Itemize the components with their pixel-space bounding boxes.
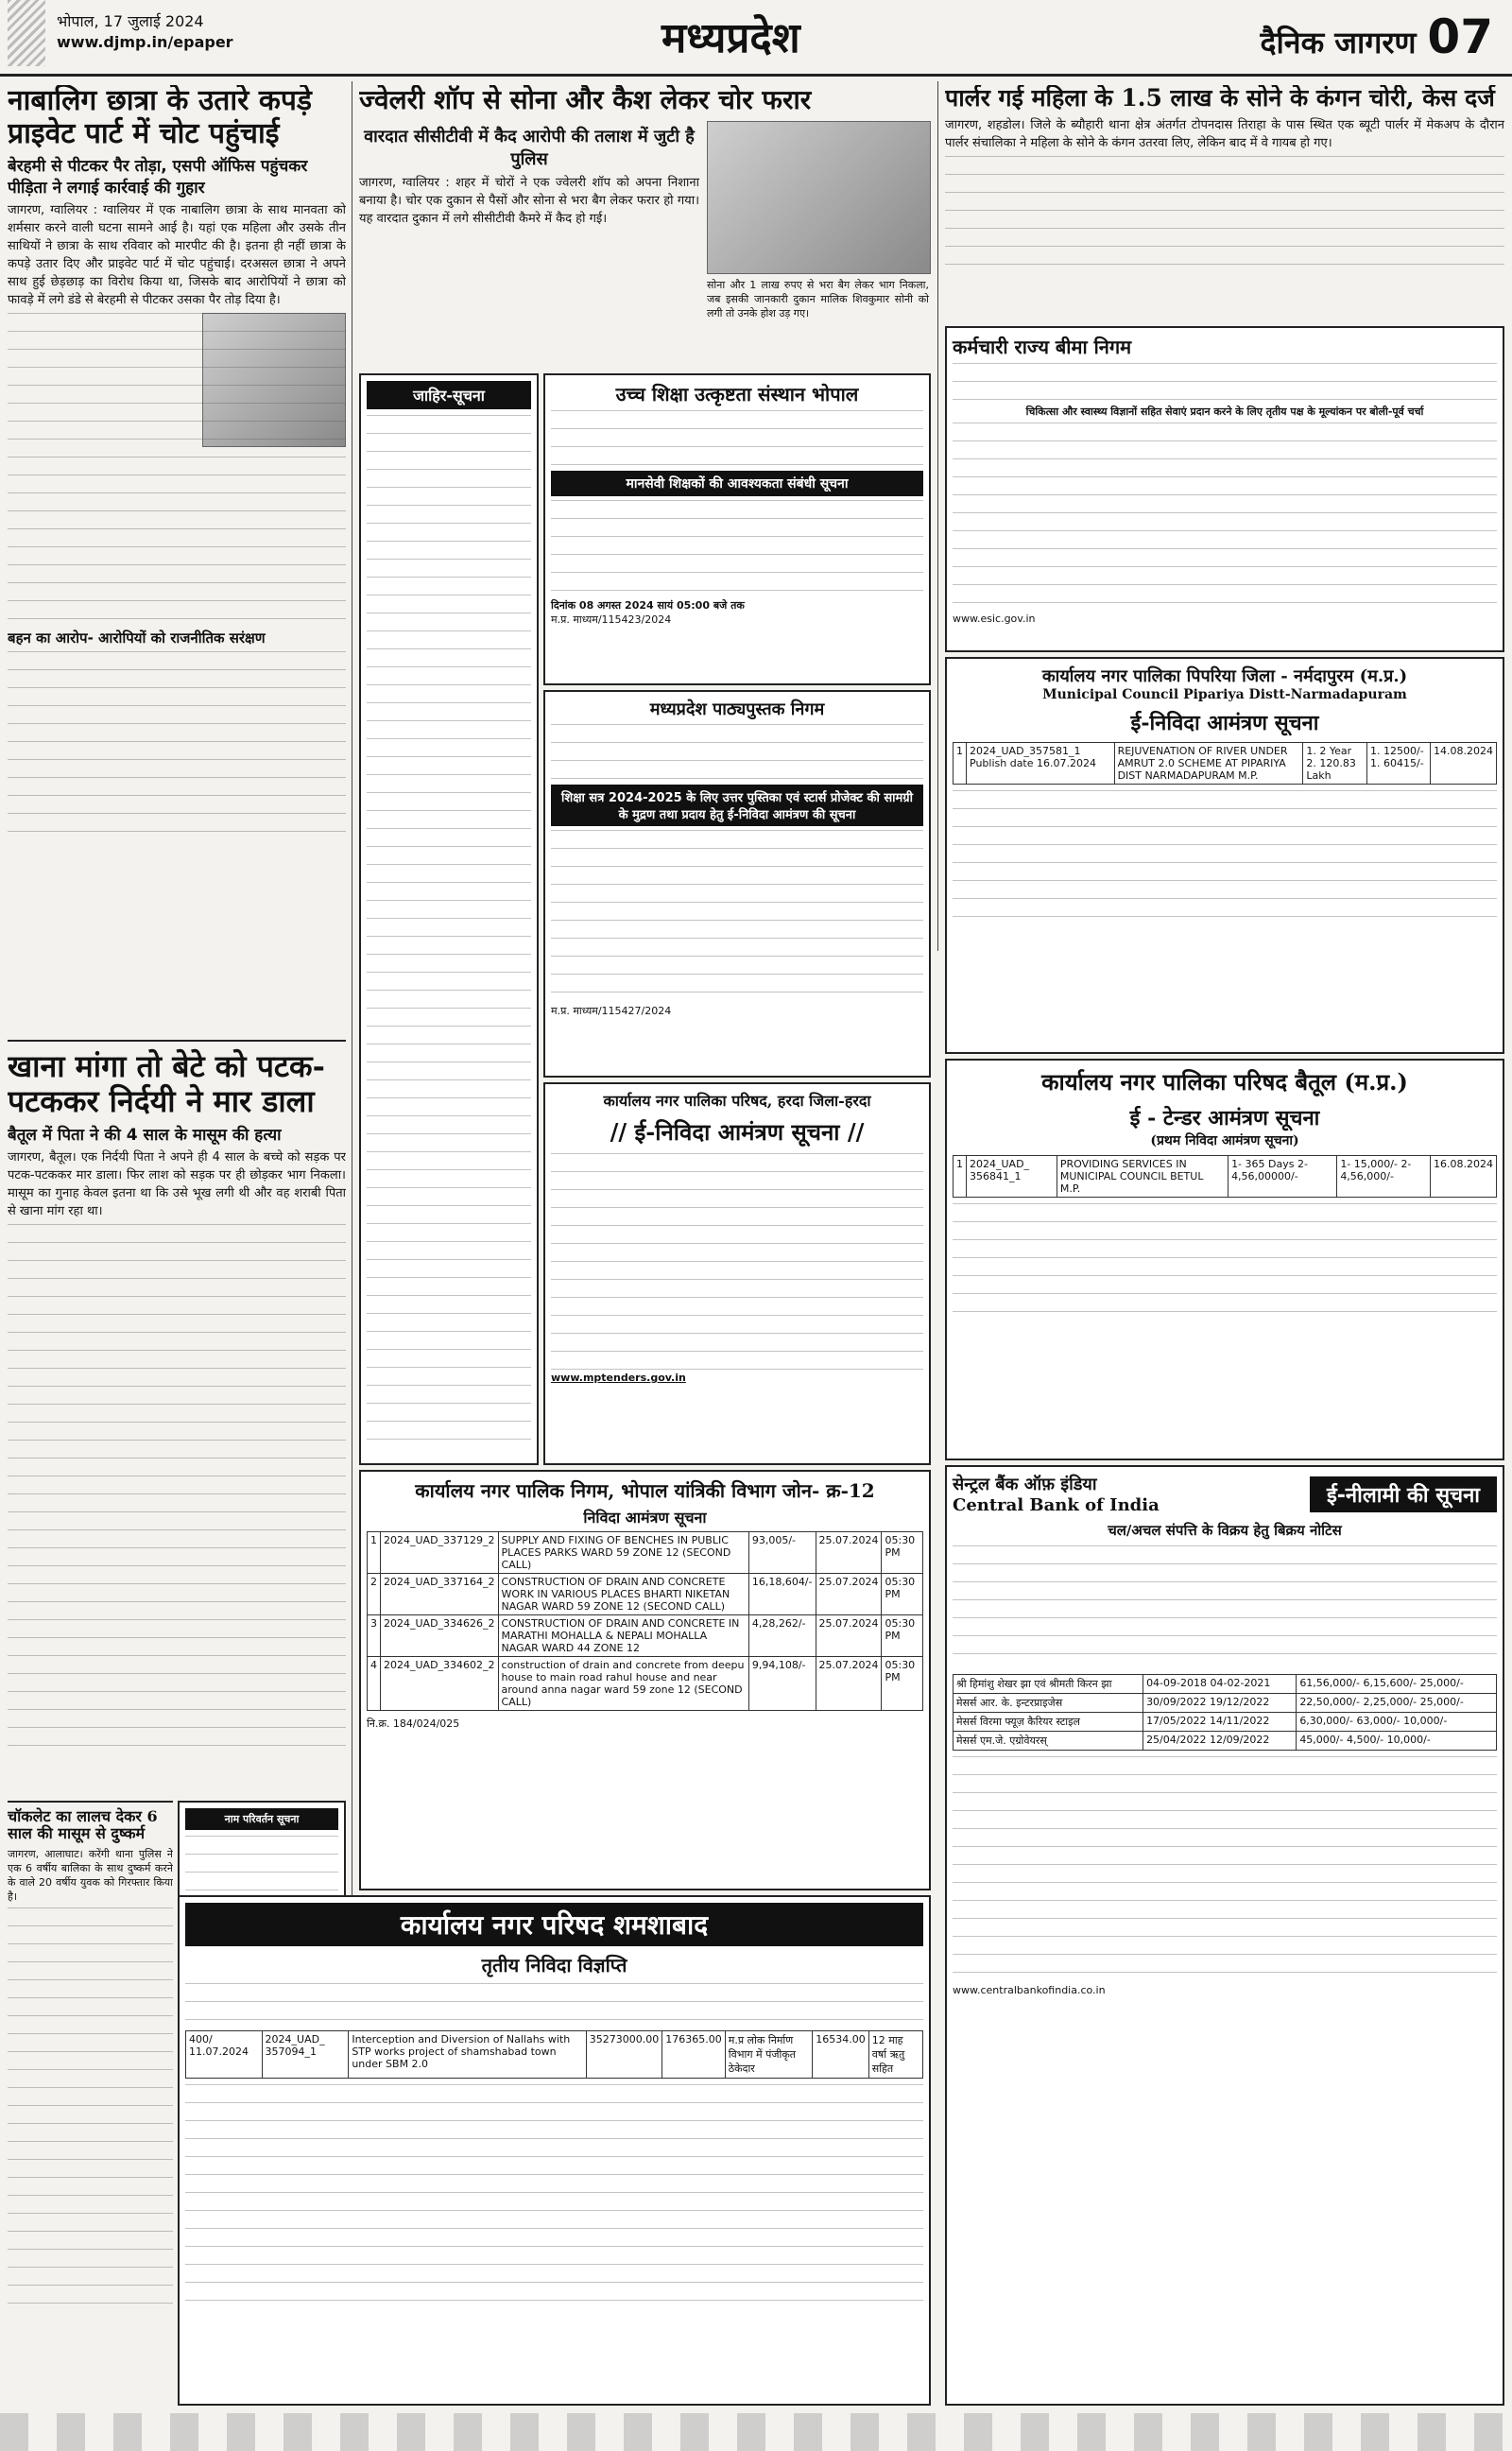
tender-table (185, 2030, 923, 2079)
page-number: 07 (1427, 9, 1493, 64)
ad-subtitle-2: (प्रथम निविदा आमंत्रण सूचना) (1150, 1133, 1299, 1148)
table-cell: 25.07.2024 (816, 1615, 882, 1657)
ad-textbook-corporation (543, 690, 931, 1078)
story-bangle-theft (945, 85, 1504, 321)
table-cell: 35273000.00 (586, 2031, 662, 2079)
tender-table (953, 1155, 1497, 1198)
table-cell: 16534.00 (813, 2031, 869, 2079)
ad-subtitle: ई - टेन्डर आमंत्रण सूचना (1129, 1106, 1320, 1131)
ad-body (551, 830, 923, 1000)
auction-badge: ई-नीलामी की सूचना (1310, 1476, 1497, 1512)
pipariya-rows (954, 743, 1497, 785)
ad-address (953, 363, 1497, 401)
ad-title: उच्च शिक्षा उत्कृष्टता संस्थान भोपाल (615, 383, 859, 406)
table-cell: PROVIDING SERVICES IN MUNICIPAL COUNCIL BETUL M.P. (1057, 1156, 1228, 1198)
table-cell: CONSTRUCTION OF DRAIN AND CONCRETE IN MARATHI MOHALLA & NEPALI MOHALLA NAGAR WARD 44 ZONE 12 (498, 1615, 748, 1657)
ad-jahir-suchna (359, 373, 539, 1465)
header-url[interactable]: www.djmp.in/epaper (57, 33, 233, 51)
ad-body-continued (953, 1756, 1497, 1983)
table-row (954, 1675, 1497, 1694)
table-cell: 3 (368, 1615, 381, 1657)
table-cell: 25.07.2024 (816, 1574, 882, 1615)
table-row (954, 1713, 1497, 1732)
ad-intro (185, 1983, 923, 2030)
ad-title: कार्यालय नगर पालिका पिपरिया जिला - नर्मदापुरम (म.प्र.) (1041, 666, 1408, 686)
ad-terms (185, 2084, 923, 2311)
table-cell: 16.08.2024 (1430, 1156, 1496, 1198)
story-girl-assault (8, 85, 346, 1040)
bank-website[interactable]: www.centralbankofindia.co.in (953, 1984, 1106, 1996)
ad-deadline: दिनांक 08 अगस्त 2024 सायं 05:00 बजे तक (551, 599, 745, 612)
ad-body (953, 423, 1497, 612)
tender-portal-link[interactable]: www.mptenders.gov.in (551, 1372, 686, 1384)
story-headline: चॉकलेट का लालच देकर 6 साल की मासूम से दुष्कर्म (8, 1807, 158, 1843)
story-father-kills-son (8, 1040, 346, 1798)
ad-reference: नि.क्र. 184/024/025 (367, 1717, 460, 1730)
story-headline: नाबालिग छात्रा के उतारे कपड़े प्राइवेट पार्ट में चोट पहुंचाई (8, 85, 312, 150)
story-subheadline: वारदात सीसीटीवी में कैद आरोपी की तलाश में जुटी है पुलिस (364, 127, 695, 170)
ad-central-bank (945, 1465, 1504, 2406)
ad-subtitle: // ई-निविदा आमंत्रण सूचना // (610, 1118, 865, 1146)
page-bottom-strip (0, 2413, 1512, 2451)
story-body-continued (8, 313, 346, 625)
ad-address (551, 724, 923, 781)
page-header (0, 0, 1512, 77)
header-dateline (57, 11, 233, 53)
ad-body (551, 500, 923, 595)
story-jewellery-theft (359, 85, 931, 369)
ad-body (953, 1545, 1497, 1668)
ad-title: कार्यालय नगर पालिका परिषद, हरदा जिला-हरदा (603, 1092, 871, 1110)
table-cell: 05:30 PM (882, 1615, 923, 1657)
table-cell: 1- 365 Days 2- 4,56,00000/- (1228, 1156, 1337, 1198)
story-subheadline: बेरहमी से पीटकर पैर तोड़ा, एसपी ऑफिस पहुंचकर पीड़िता ने लगाई कार्रवाई की गुहार (8, 157, 308, 198)
table-cell: SUPPLY AND FIXING OF BENCHES IN PUBLIC PLACES PARKS WARD 59 ZONE 12 (SECOND CALL) (498, 1532, 748, 1574)
table-cell: मेसर्स विरमा फ्यूज़ कैरियर स्टाइल (954, 1713, 1143, 1732)
ad-higher-education (543, 373, 931, 685)
betul-rows (954, 1156, 1497, 1198)
table-cell: 1- 15,000/- 2- 4,56,000/- (1337, 1156, 1431, 1198)
ad-pipariya-tender (945, 657, 1504, 1054)
table-row (368, 1532, 923, 1574)
story-body-continued (8, 651, 346, 840)
ad-title: मध्यप्रदेश पाठ्यपुस्तक निगम (649, 699, 825, 719)
story-body: जागरण, आलाघाट। करेंगी थाना पुलिस ने एक 6 वर्षीय बालिका के साथ दुष्कर्म करने के वाले 20 वर्षीय युवक को गिरफ्तार किया है। (8, 1847, 173, 1903)
ad-title: कार्यालय नगर पालिका परिषद बैतूल (म.प्र.) (1041, 1068, 1408, 1096)
ad-title-english: Central Bank of India (953, 1495, 1160, 1515)
story-body-continued (8, 1907, 173, 2314)
ad-title: नाम परिवर्तन सूचना (185, 1808, 338, 1830)
table-row (954, 1732, 1497, 1751)
story-headline: खाना मांगा तो बेटे को पटक-पटककर निर्दयी ने मार डाला (8, 1048, 325, 1119)
table-cell: 2024_UAD_ 357094_1 (262, 2031, 349, 2079)
table-cell: 2024_UAD_337129_2 (381, 1532, 499, 1574)
story-subheadline: बैतूल में पिता ने की 4 साल के मासूम की हत्या (8, 1125, 282, 1145)
story-subhead-2: बहन का आरोप- आरोपियों को राजनीतिक सरंक्षण (8, 630, 266, 647)
table-cell: 6,30,000/- 63,000/- 10,000/- (1297, 1713, 1497, 1732)
table-cell: construction of drain and concrete from deepu house to main road rahul house and near around anna nagar ward 59 zone 12 (SECOND CALL) (498, 1657, 748, 1711)
table-cell: 4 (368, 1657, 381, 1711)
table-cell: मेसर्स आर. के. इन्टरप्राइजेस (954, 1694, 1143, 1713)
tender-table (953, 742, 1497, 785)
table-row (954, 1694, 1497, 1713)
table-cell: 16,18,604/- (748, 1574, 816, 1615)
ad-reference: म.प्र. माध्यम/115423/2024 (551, 613, 672, 626)
header-date: भोपाल, 17 जुलाई 2024 (57, 12, 204, 30)
ad-subtitle: निविदा आमंत्रण सूचना (583, 1509, 707, 1527)
table-cell: 14.08.2024 (1430, 743, 1496, 785)
column-rule (937, 81, 938, 951)
table-row (186, 2031, 923, 2079)
table-row (368, 1574, 923, 1615)
table-cell: 25/04/2022 12/09/2022 (1143, 1732, 1297, 1751)
ad-reference: म.प्र. माध्यम/115427/2024 (551, 1005, 672, 1017)
table-cell: 25.07.2024 (816, 1657, 882, 1711)
ad-esic (945, 326, 1504, 652)
table-cell: मेसर्स एम.जे. एग्रोवेयरस् (954, 1732, 1143, 1751)
story-body: जागरण, ग्वालियर : ग्वालियर में एक नाबालिग छात्रा के साथ मानवता को शर्मसार करने वाली घटना सामने आई है। यहां एक महिला और उसके तीन साथियों ने छात्रा के साथ रविवार को मारपीट की है। इतना ही नहीं छात्रा के कपड़े उतार दिए और प्राइवेट पार्ट में चोट पहुंचाई। दरअसल छात्रा ने अपने साथ हुई छेड़छाड़ का विरोध किया था, जिसके बाद आरोपियों ने छात्रा को फावड़े में लगे डंडे से बेरहमी से पीटकर उसका पैर तोड़ दिया है। (8, 203, 346, 307)
table-cell: 93,005/- (748, 1532, 816, 1574)
ad-subtitle: ई-निविदा आमंत्रण सूचना (1130, 711, 1319, 735)
table-cell: 9,94,108/- (748, 1657, 816, 1711)
table-cell: 1. 12500/- 1. 60415/- (1367, 743, 1431, 785)
table-cell: 04-09-2018 04-02-2021 (1143, 1675, 1297, 1694)
table-row (954, 1156, 1497, 1198)
photo-caption: सोना और 1 लाख रुपए से भरा बैग लेकर भाग निकला, जब इसकी जानकारी दुकान मालिक शिवकुमार सोनी को लगी तो उनके होश उड़ गए। (707, 279, 929, 320)
ad-body (953, 790, 1497, 923)
table-cell: 05:30 PM (882, 1532, 923, 1574)
table-cell: 2024_UAD_357581_1 Publish date 16.07.2024 (967, 743, 1115, 785)
auction-table (953, 1674, 1497, 1751)
table-cell: Interception and Diversion of Nallahs with STP works project of shamshabad town under SBM 2.0 (349, 2031, 586, 2079)
table-cell: 05:30 PM (882, 1574, 923, 1615)
table-cell: 1 (954, 743, 967, 785)
ad-title: कार्यालय नगर पालिक निगम, भोपाल यांत्रिकी विभाग जोन- क्र-12 (415, 1479, 875, 1502)
table-cell: 30/09/2022 19/12/2022 (1143, 1694, 1297, 1713)
ad-title: सेन्ट्रल बैंक ऑफ़ इंडिया (953, 1475, 1097, 1494)
shamshabad-rows (186, 2031, 923, 2079)
table-cell: 17/05/2022 14/11/2022 (1143, 1713, 1297, 1732)
table-cell: 2024_UAD_ 356841_1 (967, 1156, 1057, 1198)
table-row (368, 1615, 923, 1657)
ad-title-english: Municipal Council Pipariya Distt-Narmadapuram (1042, 687, 1407, 702)
ad-body (953, 1203, 1497, 1317)
story-body: जागरण, ग्वालियर : शहर में चोरों ने एक ज्वेलरी शॉप को अपना निशाना बनाया है। चोर एक दुकान से पैसों और सोना से भरा बैग लेकर फरार हो गया। यह वारदात दुकान में लगे सीसीटीवी कैमरे में कैद हो गई। (359, 176, 699, 227)
decorative-stripes (8, 0, 45, 66)
table-row (368, 1657, 923, 1711)
table-cell: 25.07.2024 (816, 1532, 882, 1574)
ad-subtitle: मानसेवी शिक्षकों की आवश्यकता संबंधी सूचना (551, 471, 923, 496)
ad-shamshabad-tender (178, 1895, 931, 2406)
story-headline: पार्लर गई महिला के 1.5 लाख के सोने के कंगन चोरी, केस दर्ज (945, 85, 1495, 112)
table-cell: 2024_UAD_337164_2 (381, 1574, 499, 1615)
table-cell: 2024_UAD_334626_2 (381, 1615, 499, 1657)
ad-title: जाहिर-सूचना (367, 381, 531, 409)
ad-body (551, 1153, 923, 1371)
table-cell: 22,50,000/- 2,25,000/- 25,000/- (1297, 1694, 1497, 1713)
masthead (1261, 9, 1493, 64)
ad-address (551, 410, 923, 467)
cctv-photo (707, 121, 931, 274)
table-cell: 12 माह वर्षा ऋतु सहित (868, 2031, 922, 2079)
table-cell: 61,56,000/- 6,15,600/- 25,000/- (1297, 1675, 1497, 1694)
table-cell: 2024_UAD_334602_2 (381, 1657, 499, 1711)
bhopal-rows (368, 1532, 923, 1711)
story-body-continued (945, 156, 1504, 269)
esic-website[interactable]: www.esic.gov.in (953, 613, 1036, 625)
table-cell: म.प्र लोक निर्माण विभाग में पंजीकृत ठेकेदार (725, 2031, 812, 2079)
table-cell: 400/ 11.07.2024 (186, 2031, 263, 2079)
ad-betul-tender (945, 1059, 1504, 1460)
ad-bhopal-tender (359, 1470, 931, 1890)
cbi-rows (954, 1675, 1497, 1751)
table-cell: 176365.00 (662, 2031, 726, 2079)
table-cell: 4,28,262/- (748, 1615, 816, 1657)
table-cell: 45,000/- 4,500/- 10,000/- (1297, 1732, 1497, 1751)
table-cell: 1 (954, 1156, 967, 1198)
story-body: जागरण, बैतूल। एक निर्दयी पिता ने अपने ही 4 साल के बच्चे को सड़क पर पटक-पटककर मार डाला। फिर लाश को सड़क पर ही छोड़कर भाग निकला। मासूम का गुनाह केवल इतना था कि उसे भूख लगी थी और वह शराबी पिता से खाना मांग रहा था। (8, 1149, 346, 1218)
section-title: मध्यप्रदेश (662, 14, 800, 62)
ad-title: कार्यालय नगर परिषद शमशाबाद (185, 1903, 923, 1946)
paper-name: दैनिक जागरण (1260, 25, 1417, 60)
ad-subtitle: चल/अचल संपत्ति के विक्रय हेतु बिक्रय नोटिस (1108, 1522, 1342, 1539)
table-cell: 2 (368, 1574, 381, 1615)
table-cell: REJUVENATION OF RIVER UNDER AMRUT 2.0 SCHEME AT PIPARIYA DIST NARMADAPURAM M.P. (1114, 743, 1303, 785)
ad-title: कर्मचारी राज्य बीमा निगम (953, 336, 1132, 358)
ad-harda-tender (543, 1082, 931, 1465)
table-cell: श्री हिमांशु शेखर झा एवं श्रीमती किरन झा (954, 1675, 1143, 1694)
ad-subtitle: चिकित्सा और स्वास्थ्य विज्ञानों सहित सेवाएं प्रदान करने के लिए तृतीय पक्ष के मूल्यांकन पर बोली-पूर्व चर्चा (1025, 406, 1424, 418)
tender-table (367, 1531, 923, 1711)
table-row (954, 743, 1497, 785)
ad-body (367, 415, 531, 1445)
table-cell: CONSTRUCTION OF DRAIN AND CONCRETE WORK IN VARIOUS PLACES BHARTI NIKETAN NAGAR WARD 59 ZONE 12 (SECOND CALL) (498, 1574, 748, 1615)
table-cell: 05:30 PM (882, 1657, 923, 1711)
table-cell: 1 (368, 1532, 381, 1574)
story-headline: ज्वेलरी शॉप से सोना और कैश लेकर चोर फरार (359, 85, 812, 115)
story-child-assault (8, 1801, 173, 2408)
table-cell: 1. 2 Year 2. 120.83 Lakh (1303, 743, 1367, 785)
ad-subtitle: तृतीय निविदा विज्ञप्ति (481, 1954, 627, 1976)
story-body: जागरण, शहडोल। जिले के ब्यौहारी थाना क्षेत्र अंतर्गत टोपनदास तिराहा के पास स्थित एक ब्यूटी पार्लर में मेकअप के दौरान पार्लर संचालिका ने महिला के सोने के कंगन उतरवा लिए, लेकिन बाद में वे गायब हो गए। (945, 117, 1504, 150)
ad-subtitle: शिक्षा सत्र 2024-2025 के लिए उत्तर पुस्तिका एवं स्टार्स प्रोजेक्ट की सामग्री के मुद्रण तथा प्रदाय हेतु ई-निविदा आमंत्रण की सूचना (551, 785, 923, 826)
story-body-continued (8, 1224, 346, 1753)
